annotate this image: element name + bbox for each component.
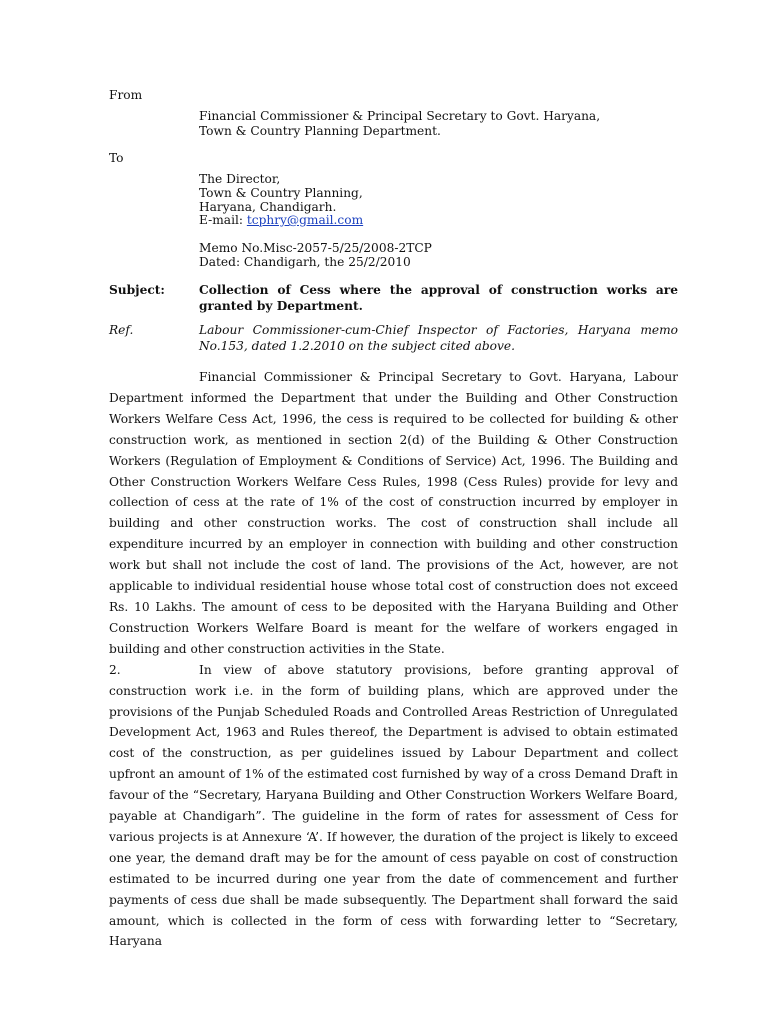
to-line-3: Haryana, Chandigarh. [199,200,337,214]
paragraph-2 [109,660,678,953]
email-label: E-mail: [199,213,247,227]
memo-number: Memo No.Misc-2057-5/25/2008-2TCP [199,241,432,255]
from-line-2: Town & Country Planning Department. [199,124,441,138]
email-line [199,212,363,228]
to-line-2: Town & Country Planning, [199,186,363,200]
paragraph-1: Financial Commissioner & Principal Secretary to Govt. Haryana, Labour Department informed the Department that under the Building and Other Construction Workers Welfare Cess Act, 1996, the cess is required to be collected for building & other construction work, as mentioned in section 2(d) of the Building & Other Construction Workers (Regulation of Employment & Conditions of Service) Act, 1996. The Building and Other Construction Workers Welfare Cess Rules, 1998 (Cess Rules) provide for levy and collection of cess at the rate of 1% of the cost of construction incurred by employer in building and other construction works. The cost of construction shall include all expenditure incurred by an employer in connection with building and other construction work but shall not include the cost of land. The provisions of the Act, however, are not applicable to individual residential house whose total cost of construction does not exceed Rs. 10 Lakhs. The amount of cess to be deposited with the Haryana Building and Other Construction Workers Welfare Board is meant for the welfare of workers engaged in building and other construction activities in the State. [109,370,678,656]
memo-dated: Dated: Chandigarh, the 25/2/2010 [199,255,411,269]
from-line-1: Financial Commissioner & Principal Secretary to Govt. Haryana, [199,109,601,123]
ref-text: Labour Commissioner-cum-Chief Inspector of Factories, Haryana memo No.153, dated 1.2.2010 on the subject cited above. [199,323,678,353]
from-label: From [109,88,143,102]
paragraph-2-number: 2. [109,662,121,677]
to-line-1: The Director, [199,172,281,186]
subject-text: Collection of Cess where the approval of construction works are granted by Department. [199,283,678,313]
email-link[interactable]: tcphry@gmail.com [246,213,364,227]
ref-label: Ref. [109,323,134,337]
paragraph-2-text: In view of above statutory provisions, before granting approval of construction work i.e. in the form of building plans, which are approved under the provisions of the Punjab Scheduled Roads and Controlled Areas Restriction of Unregulated Development Act, 1963 and Rules thereof, the Department is advised to obtain estimated cost of the construction, as per guidelines issued by Labour Department and collect upfront an amount of 1% of the estimated cost furnished by way of a cross Demand Draft in favour of the “Secretary, Haryana Building and Other Construction Workers Welfare Board, payable at Chandigarh”. The guideline in the form of rates for assessment of Cess for various projects is at Annexure ‘A’. If however, the duration of the project is likely to exceed one year, the demand draft may be for the amount of cess payable on cost of construction estimated to be incurred during one year from the date of commencement and further payments of cess due shall be made subsequently. The Department shall forward the said amount, which is collected in the form of cess with forwarding letter to “Secretary, Haryana [109,662,678,949]
letter-body [109,367,678,952]
to-label: To [109,151,124,165]
subject-label: Subject: [109,283,165,297]
